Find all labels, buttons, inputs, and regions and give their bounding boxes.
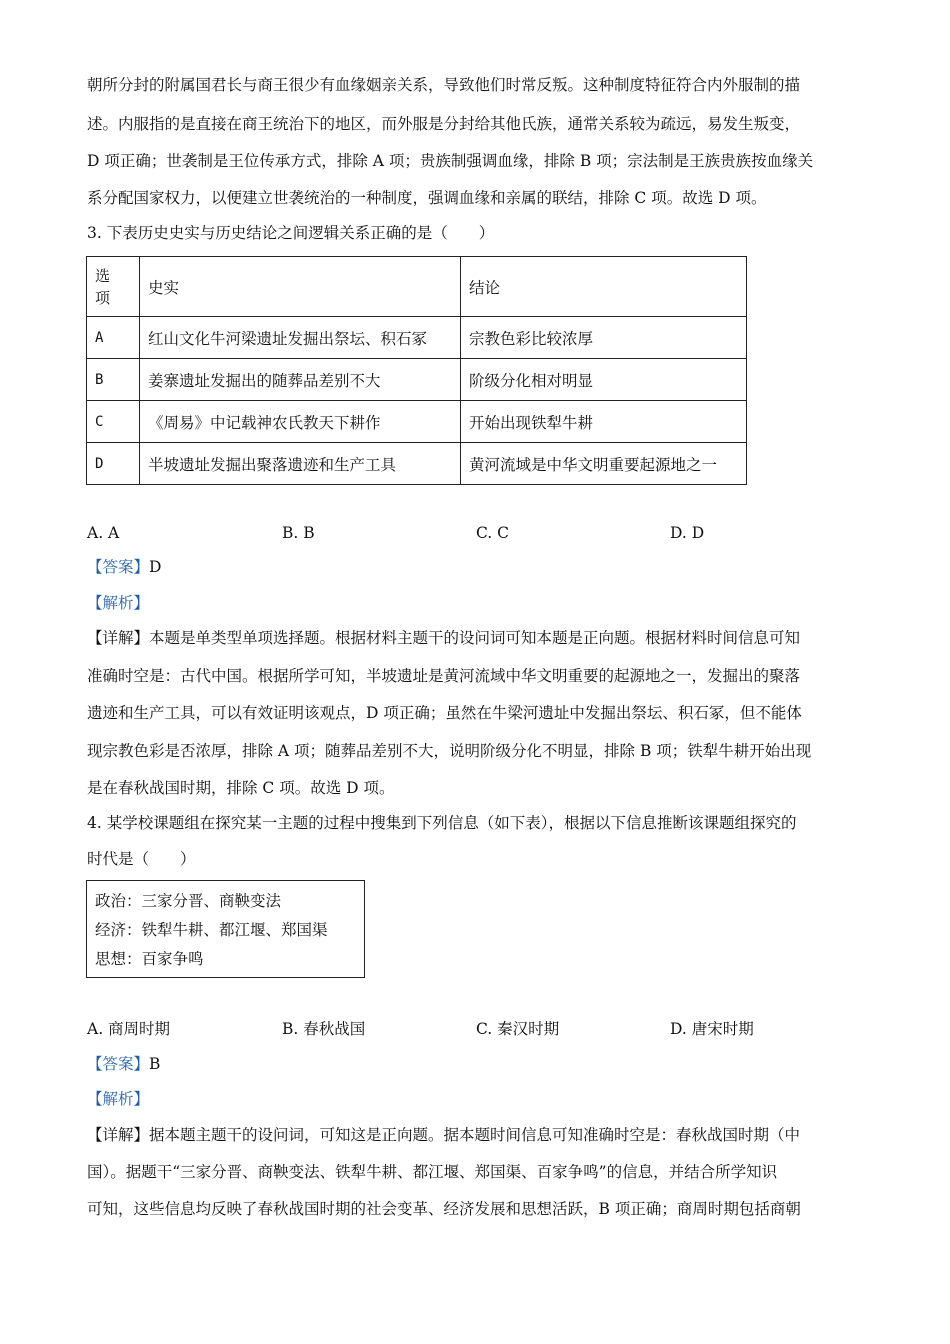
table-header-row	[87, 257, 747, 317]
q3-detail-line: 现宗教色彩是否浓厚，排除 A 项；随葬品差别不大，说明阶级分化不明显，排除 B 项；铁犁牛耕开始出现	[87, 742, 812, 760]
intro-line: 系分配国家权力，以便建立世袭统治的一种制度，强调血缘和亲属的联结，排除 C 项。故选 D 项。	[87, 189, 767, 207]
answer-label: 【答案】	[87, 1055, 150, 1073]
header-conclusion: 结论	[461, 257, 747, 317]
q4-detail-line: 可知，这些信息均反映了春秋战国时期的社会变革、经济发展和思想活跃，B 项正确；商周时期包括商朝	[87, 1200, 801, 1218]
q3-detail-line: 是在春秋战国时期，排除 C 项。故选 D 项。	[87, 779, 395, 797]
info-thought: 思想：百家争鸣	[95, 950, 204, 968]
header-option: 选项	[87, 257, 140, 317]
table-row	[87, 317, 747, 359]
q3-detail-line: 准确时空是：古代中国。根据所学可知，半坡遗址是黄河流域中华文明重要的起源地之一，发掘出的聚落	[87, 667, 801, 685]
q3-analysis-label: 【解析】	[87, 594, 150, 612]
table-row	[87, 359, 747, 401]
q3-detail-line	[87, 627, 867, 649]
q3-detail-line: 遗迹和生产工具，可以有效证明该观点，D 项正确；虽然在牛梁河遗址中发掘出祭坛、积石冢，但不能体	[87, 704, 802, 722]
row-option: A	[87, 317, 140, 359]
choice-c: C. 秦汉时期	[476, 1020, 560, 1038]
row-fact: 半坡遗址发掘出聚落遗迹和生产工具	[140, 443, 461, 485]
q3-choices	[87, 522, 887, 544]
header-fact: 史实	[140, 257, 461, 317]
row-fact: 红山文化牛河梁遗址发掘出祭坛、积石冢	[140, 317, 461, 359]
intro-line: 朝所分封的附属国君长与商王很少有血缘姻亲关系，导致他们时常反叛。这种制度特征符合内外服制的描	[87, 76, 801, 94]
row-conclusion: 开始出现铁犁牛耕	[461, 401, 747, 443]
q4-choices	[87, 1018, 887, 1040]
row-option: B	[87, 359, 140, 401]
q4-detail-line	[87, 1124, 867, 1146]
row-option: D	[87, 443, 140, 485]
q4-stem: 4. 某学校课题组在探究某一主题的过程中搜集到下列信息（如下表），根据以下信息推断该课题组探究的	[87, 814, 797, 832]
choice-a: A. 商周时期	[87, 1020, 171, 1038]
intro-line: D 项正确；世袭制是王位传承方式，排除 A 项；贵族制强调血缘，排除 B 项；宗法制是王族贵族按血缘关	[87, 152, 814, 170]
q3-stem: 3. 下表历史史实与历史结论之间逻辑关系正确的是（ ）	[87, 224, 495, 242]
row-option: C	[87, 401, 140, 443]
choice-c: C. C	[476, 524, 510, 542]
choice-b: B. B	[282, 524, 315, 542]
q3-table	[86, 256, 747, 485]
q4-detail-line: 国）。据题干“三家分晋、商鞅变法、铁犁牛耕、都江堰、郑国渠、百家争鸣”的信息，并结合所学知识	[87, 1163, 778, 1181]
row-fact: 姜寨遗址发掘出的随葬品差别不大	[140, 359, 461, 401]
answer-value: B	[149, 1055, 161, 1073]
table-row	[87, 443, 747, 485]
row-conclusion: 宗教色彩比较浓厚	[461, 317, 747, 359]
answer-value: D	[149, 558, 162, 576]
q3-answer	[87, 556, 867, 578]
q4-analysis-label: 【解析】	[87, 1090, 150, 1108]
answer-label: 【答案】	[87, 558, 150, 576]
intro-line: 述。内服指的是直接在商王统治下的地区，而外服是分封给其他氏族，通常关系较为疏远，易发生叛变，	[87, 115, 801, 133]
choice-d: D. 唐宋时期	[670, 1020, 754, 1038]
row-conclusion: 阶级分化相对明显	[461, 359, 747, 401]
q4-info-box	[86, 880, 365, 978]
choice-b: B. 春秋战国	[282, 1020, 366, 1038]
detail-label: 【详解】	[87, 629, 150, 647]
table-row	[87, 401, 747, 443]
q4-stem: 时代是（ ）	[87, 850, 196, 868]
info-politics: 政治：三家分晋、商鞅变法	[95, 892, 282, 910]
detail-text: 本题是单类型单项选择题。根据材料主题干的设问词可知本题是正向题。根据材料时间信息可知	[149, 629, 801, 647]
row-fact: 《周易》中记载神农氏教天下耕作	[140, 401, 461, 443]
choice-a: A. A	[87, 524, 120, 542]
q4-answer	[87, 1053, 867, 1075]
choice-d: D. D	[670, 524, 705, 542]
detail-text: 据本题主题干的设问词，可知这是正向题。据本题时间信息可知准确时空是：春秋战国时期（中	[149, 1126, 801, 1144]
info-economy: 经济：铁犁牛耕、都江堰、郑国渠	[95, 921, 328, 939]
row-conclusion: 黄河流域是中华文明重要起源地之一	[461, 443, 747, 485]
detail-label: 【详解】	[87, 1126, 150, 1144]
